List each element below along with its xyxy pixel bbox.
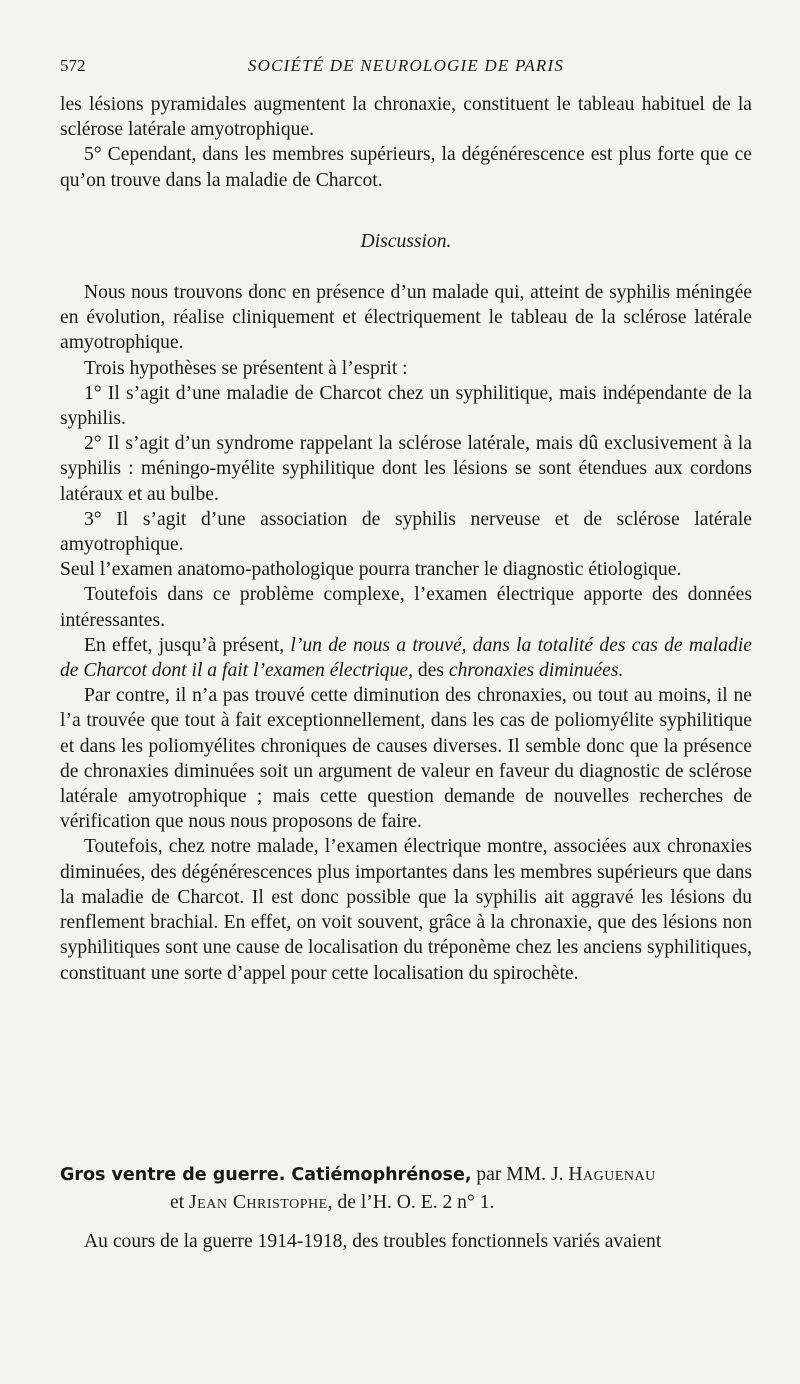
paragraph-hypotheses: Trois hypothèses se présentent à l’esprit : — [84, 357, 408, 379]
paragraph-hypothesis-2: 2° Il s’agit d’un syndrome rappelant la sclérose latérale, mais dû exclusivement à la syphilis : méningo-myélite syphilitique dont les lésions se sont étendues aux cordons latéraux et au bulbe. — [60, 433, 752, 505]
running-title: SOCIÉTÉ DE NEUROLOGIE DE PARIS — [247, 56, 565, 75]
article-by: par MM. J. — [471, 1164, 569, 1185]
paragraph-continuation: les lésions pyramidales augmentent la chronaxie, constituent le tableau habituel de la sclérose latérale amyotrophique. — [60, 94, 752, 141]
paragraph-par-contre: Par contre, il n’a pas trouvé cette diminution des chronaxies, ou tout au moins, il ne l’a trouvée que tout à fait exceptionnellement, dans les cas de poliomyélite syphilitique et dans les poliomyélites chroniques de causes diverses. Il semble donc que la présence de chronaxies diminuées soit un argument de valeur en faveur du diagnostic de sclérose latérale amyotrophique ; mais cette question demande de nouvelles recherches de vérification que nous nous proposons de faire. — [60, 685, 752, 833]
paragraph-toutefois-2: Toutefois, chez notre malade, l’examen électrique montre, associées aux chronaxies diminuées, des dégénérescences plus importantes dans les membres supérieurs que dans la maladie de Charcot. Il est donc possible que la syphilis ait aggravé les lésions du renflement brachial. En effet, on voit souvent, grâce à la chronaxie, que des lésions non syphilitiques sont une cause de localisation du tréponème chez les anciens syphilitiques, constituant une sorte d’appel pour cette localisation du spirochète. — [60, 836, 752, 984]
article-author-1: Haguenau — [568, 1164, 656, 1185]
body-text — [60, 92, 752, 986]
paragraph-toutefois-1: Toutefois dans ce problème complexe, l’examen électrique apporte des données intéressantes. — [60, 584, 752, 631]
article-authors-line — [60, 1190, 752, 1215]
article-affiliation: , de l’H. O. E. 2 n° 1. — [327, 1192, 495, 1214]
article-and: et — [170, 1192, 190, 1214]
en-effet-mid: des — [417, 660, 449, 682]
paragraph-hypothesis-1: 1° Il s’agit d’une maladie de Charcot chez un syphilitique, mais indépendante de la syphilis. — [60, 382, 752, 430]
paragraph-en-effet — [60, 633, 752, 683]
paragraph-point-5: 5° Cependant, dans les membres supérieurs, la dégénérescence est plus forte que ce qu’on trouve dans la maladie de Charcot. — [60, 144, 752, 191]
article-title-line — [60, 1162, 752, 1188]
page-number: 572 — [60, 56, 86, 75]
article-first-line: Au cours de la guerre 1914-1918, des troubles fonctionnels variés avaient — [84, 1231, 662, 1253]
next-article — [60, 1162, 752, 1274]
page-header — [60, 56, 752, 80]
en-effet-italic: l’un de nous a trouvé, dans la totalité des cas de maladie de Charcot dont il a fait l’examen électrique, — [60, 634, 752, 682]
en-effet-start: En effet, jusqu’à présent, — [84, 634, 291, 656]
paragraph-hypothesis-3: 3° Il s’agit d’une association de syphilis nerveuse et de sclérose latérale amyotrophique. — [60, 508, 752, 556]
section-heading-discussion: Discussion. — [360, 230, 452, 252]
en-effet-italic-2: chronaxies diminuées. — [448, 660, 624, 682]
paragraph-anatomo: Seul l’examen anatomo-pathologique pourra trancher le diagnostic étiologique. — [60, 559, 682, 581]
paragraph-presence: Nous nous trouvons donc en présence d’un malade qui, atteint de syphilis méningée en évolution, réalise cliniquement et électriquement le tableau de la sclérose latérale amyotrophique. — [60, 282, 752, 354]
article-author-2: Jean Christophe — [189, 1192, 328, 1214]
article-title: Gros ventre de guerre. Catiémophrénose, — [60, 1165, 472, 1185]
